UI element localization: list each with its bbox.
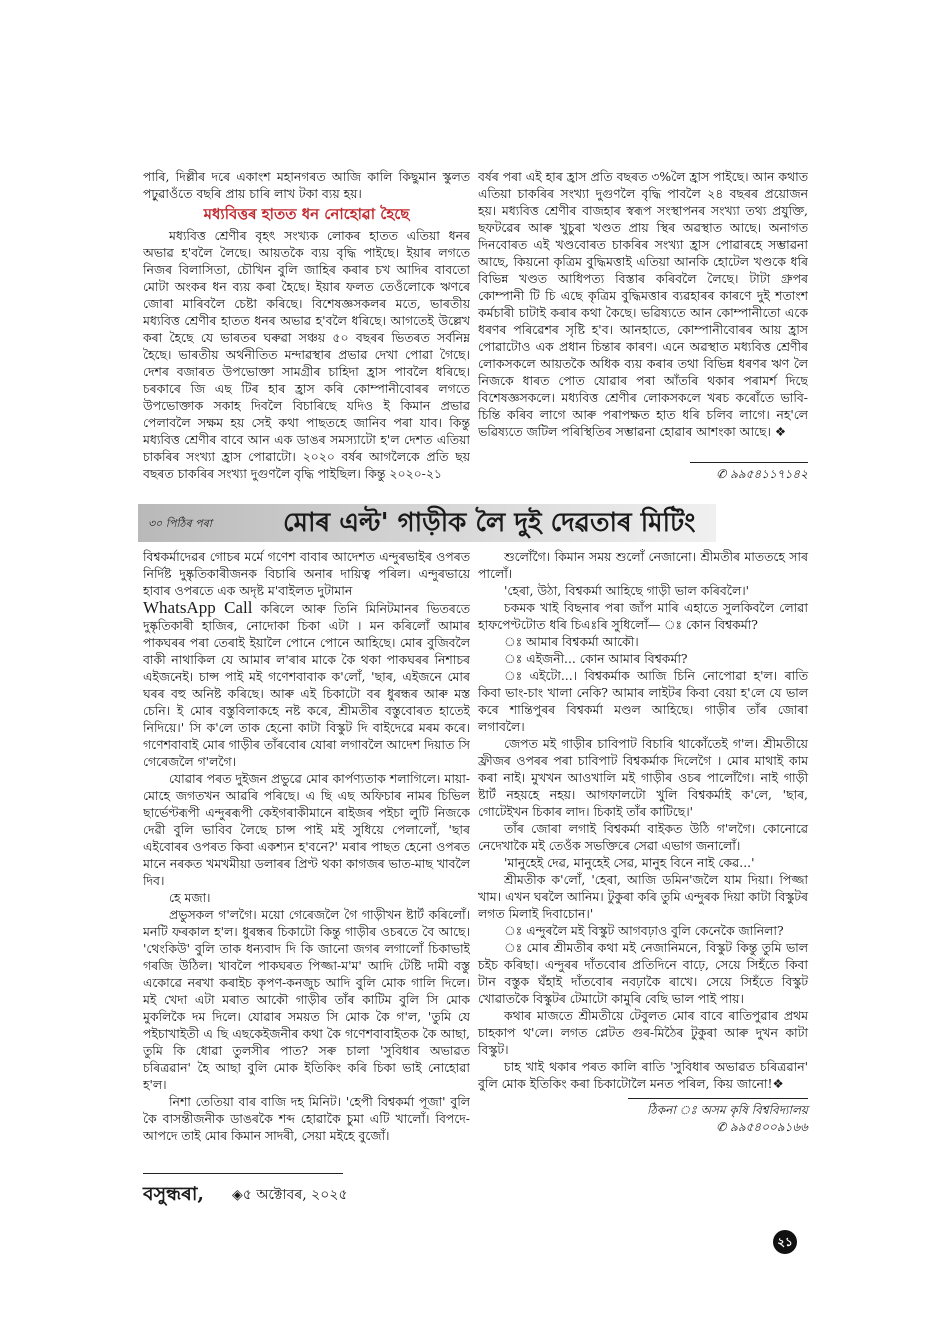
paragraph: প্ৰভুসকল গ'লগৈ। ময়ো গেৰেজলৈ গৈ গাড়ীখন ষ্টাৰ্ট কৰিলোঁ। মনটি ফৰকাল হ'ল। ধুৰন্ধৰ চিকাটো কিন্তু গাড়ীৰ ওচৰতে বৈ আছে। 'থেংকিউ' বুলি তাক ধন্যবাদ দি কি জানো জগৰ লগালোঁ চিকাভাই গৰজি উঠিল। খাবলৈ পাকঘৰত পিজ্জা-ম'ম' আদি টেষ্টি দামী বস্তু একোৱে নৰখা কৰাইচ কৃপণ-কনজুচ আদি বুলি মোক গালি দিলে। মই খেদা এটা মৰাত আকৌ গাড়ীৰ তাঁৰ কাটিম বুলি সি মোক মুকলিকৈ দম দিলে। যোৱাৰ সময়ত সি মোক কৈ গ'ল, 'তুমি যে পইচাখাইতী এ ছি এছকেইজনীৰ কথা কৈ গণেশবাবাইতক কৈ আছা, তুমি কি ধোৱা তুলসীৰ পাত? সৰু চালা 'সুবিধাৰ অভাৱত চৰিত্ৰৱান' হৈ আছা বুলি মোক ইতিকিং কৰি চিকা ভাই নোহোৱা হ'ল। bbox=[143, 907, 470, 1092]
author-address: ঠিকনা ঃ অসম কৃষি বিশ্ববিদ্যালয় bbox=[646, 1103, 808, 1117]
paragraph: নিশা তেতিয়া বাৰ বাজি দহ মিনিট। 'হেপী বিশ্বকৰ্মা পূজা' বুলি কৈ বাসন্তীজনীক ডাঙৰকৈ শব্দ হোৱাকৈ চুমা এটি খালোঁ। বিপদে-আপদে তাই মোৰ কিমান সাদৰী, সেয়া মইহে বুজোঁ। bbox=[143, 1094, 470, 1143]
paragraph: ঃ এইটো...। বিশ্বকৰ্মাক আজি চিনি নোপোৱা হ'ল। ৰাতি কিবা ভাং-চাং খালা নেকি? আমাৰ লাইটৰ কিবা বেয়া হ'লে যে ভাল কৰে শান্তিপুৰৰ বিশ্বকৰ্মা মণ্ডল আহিছে। গাড়ীৰ তাঁৰ জোৰা লগাবলৈ। bbox=[478, 668, 808, 734]
footer-divider bbox=[143, 1173, 343, 1174]
paragraph: চকমক খাই বিছনাৰ পৰা জাঁপ মাৰি এহাতে সুলকিবলৈ লোৱা হাফপেণ্টটোত ধৰি চিএঃৰি সুধিলোঁ— ঃ কোন বিশ্বকৰ্মা? bbox=[478, 600, 808, 632]
paragraph: কথাৰ মাজতে শ্ৰীমতীয়ে টেবুলত মোৰ বাবে ৰাতিপুৱাৰ প্ৰথম চাহকাপ থ'লে। লগত প্লেটত গুৰ-মিঠৈৰ টুকুৰা আৰু দুখন কাটা বিস্কুট। bbox=[478, 1008, 808, 1057]
paragraph: চাহ খাই থকাৰ পৰত কালি ৰাতি 'সুবিধাৰ অভাৱত চৰিত্ৰৱান' বুলি মোক ইতিকিং কৰা চিকাটোলৈ মনত পৰিল, কিয় জানো!❖ bbox=[478, 1059, 808, 1091]
story-title-banner bbox=[138, 504, 716, 542]
story-left-column bbox=[143, 548, 470, 1168]
paragraph: ঃ আমাৰ বিশ্বকৰ্মা আকৌ। bbox=[504, 634, 639, 649]
paragraph: 'হেৰা, উঠা, বিশ্বকৰ্মা আহিছে গাড়ী ভাল কৰিবলৈ।' bbox=[504, 583, 750, 598]
author-signature bbox=[628, 1098, 808, 1136]
paragraph: যোৱাৰ পৰত দুইজন প্ৰভুৱে মোৰ কাৰ্পণ্যতাক শলাগিলে। মায়া-মোহে জগতখন আৱৰি পৰিছে। এ ছি এছ অফিচাৰ নামৰ চিভিল ছাৰ্ভেণ্টৰূপী এন্দুৰৰূপী কেইগৰাকীমানে ৰাইজৰ পইচা লুটি নিজকে দেৱী বুলি ভাবিব লৈছে চান্স পাই মই সুধিয়ে পেলালোঁ, 'ছাৰ এইবোৰৰ ওপৰত কিবা একশ্যন হ'বনে?' মৰাৰ পাছত হেনো ওপৰত মানে নৰকত খমখমীয়া ডলাৰৰ প্ৰিণ্ট থকা কাগজৰ ভাত-মাছ খাবলৈ দিব। bbox=[143, 771, 470, 888]
text: কৰিলে আৰু তিনি মিনিটমানৰ ভিতৰতে দুষ্কৃতিকাৰী হাজিৰ, নোদোকা চিকা এটা । মন কৰিলোঁ আমাৰ পাকঘৰৰ পৰা তেৰাই ইয়ালৈ পোনে পোনে আহিছে। মোৰ বুজিবলৈ বাকী নাথাকিল যে আমাৰ ল'ৰাৰ মাকে কৈ থকা পাকঘৰৰ নিশাচৰ এইজনেই। চান্স পাই মই গণেশবাবাক ক'লোঁ, 'ছাৰ, এইজনে মোৰ ঘৰৰ বহু অনিষ্ট কৰিছে। আৰু এই চিকাটো বৰ ধুৰন্ধৰ আৰু মস্ত চেনি। ই মোৰ বস্তুবিলাকহে নষ্ট কৰে, শ্ৰীমতীৰ বস্তুবোৰত হাতেই নিদিয়ে।' সি ক'লে তাক হেনো কাটা বিস্কুট দি বাইদেৱে মৰম কৰে। গণেশবাবাই মোৰ গাড়ীৰ তাঁৰবোৰ যোৰা লগাবলৈ আদেশ দিয়াত সি গেৰেজলৈ গ'লগৈ। bbox=[143, 601, 470, 769]
paragraph: শুলোঁগৈ। কিমান সময় শুলোঁ নেজানো। শ্ৰীমতীৰ মাততহে সাৰ পালোঁ। bbox=[478, 549, 808, 581]
author-phone: ✆ ৯৯৫৪১১৭১৪২ bbox=[690, 462, 808, 483]
whatsapp-call-text: WhatsApp Call bbox=[143, 598, 253, 617]
paragraph: ঃ মোৰ শ্ৰীমতীৰ কথা মই নেজানিমনে, বিস্কুট কিন্তু তুমি ভাল চইচ কৰিছা। এন্দুৰৰ দাঁতবোৰ প্ৰতিদিনে বাঢ়ে, সেয়ে সিহঁতে কিবা টান বস্তুক ঘঁহাই দাঁতবোৰ নবঢ়াকৈ ৰাখে। সেয়ে সিহঁতে বিস্কুট খোৱাতকৈ বিস্কুটৰ টেমাটো কামুৰি বেছি ভাল পাই পায়। bbox=[478, 940, 808, 1006]
paragraph: জেপত মই গাড়ীৰ চাবিপাট বিচাৰি থাকোঁতেই গ'ল। শ্ৰীমতীয়ে ফ্ৰীজৰ ওপৰৰ পৰা চাবিপাট বিশ্বকৰ্মাক দিলেগৈ । মোৰ মাথাই কাম কৰা নাই। মুখখন আওখালি মই গাড়ীৰ ওচৰ পালোঁগৈ। নাই গাড়ী ষ্টাৰ্ট নহয়হে নহয়। আগফালটো খুলি বিশ্বকৰ্মাই ক'লে, 'ছাৰ, গোটেইখন চিকাৰ লাদ। চিকাই তাঁৰ কাটিছে।' bbox=[478, 736, 808, 819]
paragraph: 'মানুহেই দেৱ, মানুহেই সেৱ, মানুহ বিনে নাই কেৱ...' bbox=[504, 855, 755, 870]
paragraph: শ্ৰীমতীক ক'লোঁ, 'হেৰা, আজি ডমিন'জলৈ যাম দিয়া। পিজ্জা খাম। এখন ঘৰলৈ আনিম। টুকুৰা কৰি তুমি এন্দুৰক দিয়া কাটা বিস্কুটৰ লগত মিলাই দিবাচোন।' bbox=[478, 872, 808, 921]
author-phone: ✆ ৯৯৫৪০০৯১৬৬ bbox=[716, 1120, 808, 1134]
story-title: মোৰ এল্ট' গাড়ীক লৈ দুই দেৱতাৰ মিটিং bbox=[283, 508, 696, 538]
text: বিশ্বকৰ্মাদেৱৰ গোচৰ মৰ্মে গণেশ বাবাৰ আদেশত এন্দুৰভাইৰ ওপৰত নিৰ্দিষ্ট দুষ্কৃতিকাৰীজনক বিচাৰি অনাৰ দায়িত্ব পৰিল। এন্দুৰভায়ে হাবাৰ ওপৰতে এক অদৃষ্ট ম'বাইলত দুটামান bbox=[143, 549, 470, 598]
paragraph: মধ্যবিত্ত শ্ৰেণীৰ বৃহৎ সংখ্যক লোকৰ হাতত এতিয়া ধনৰ অভাৱ হ'বলৈ লৈছে। আয়তকৈ ব্যয় বৃদ্ধি পাইছে। ইয়াৰ লগতে নিজৰ বিলাসিতা, চৌখিন বুলি জাহিৰ কৰাৰ চখ আদিৰ বাবতো মোটা অংকৰ ধন ব্যয় কৰা হৈছে। ইয়াৰ ফলত তেওঁলোকে ঋণৰে জোৰা মাৰিবলৈ চেষ্টা কৰিছে। বিশেষজ্ঞসকলৰ মতে, ভাৰতীয় মধ্যবিত্ত শ্ৰেণীৰ হাতত ধনৰ অভাৱ হ'বলৈ ধৰিছে। আগতেই উল্লেখ কৰা হৈছে যে ভাৰতৰ ঘৰুৱা সঞ্চয় ৫০ বছৰৰ ভিতৰত সৰ্বনিম্ন হৈছে। ভাৰতীয় অৰ্থনীতিত মন্দাৱস্থাৰ প্ৰভাৱ দেখা পোৱা গৈছে। দেশৰ বজাৰত উপভোক্তা সামগ্ৰীৰ চাহিদা হ্ৰাস পাবলৈ ধৰিছে। চৰকাৰে জি এছ টিৰ হাৰ হ্ৰাস কৰি কোম্পানীবোৰৰ লগতে উপভোক্তাক সকাহ দিবলৈ বিচাৰিছে যদিও ই কিমান প্ৰভাৱ পেলাবলৈ সক্ষম হয় সেই কথা পাছতহে জানিব পৰা যাব। কিন্তু মধ্যবিত্ত শ্ৰেণীৰ বাবে আন এক ডাঙৰ সমস্যাটো হ'ল দেশত এতিয়া চাকৰিৰ সংখ্যা হ্ৰাস পোৱাটো। ২০২০ বৰ্ষৰ আগলৈকে প্ৰতি ছয় বছৰত চাকৰিৰ সংখ্যা দুগুণলৈ বৃদ্ধি পাইছিল। কিন্তু ২০২০-২১ bbox=[143, 228, 470, 481]
paragraph: তাঁৰ জোৰা লগাই বিশ্বকৰ্মা বাইকত উঠি গ'লগৈ। কোনোৱে নেদেখাকৈ মই তেওঁক সভক্তিৰে সেৱা এভাগ জনালোঁ। bbox=[478, 821, 808, 853]
page-number: ২১ bbox=[773, 1230, 797, 1254]
section-subheading: মধ্যবিত্তৰ হাতত ধন নোহোৱা হৈছে bbox=[203, 205, 410, 223]
story-right-column bbox=[478, 548, 808, 1136]
paragraph: ঃ এইজনী... কোন আমাৰ বিশ্বকৰ্মা? bbox=[504, 651, 688, 666]
paragraph: বৰ্ষৰ পৰা এই হাৰ হ্ৰাস প্ৰতি বছৰত ৩%লৈ হ্ৰাস পাইছে। আন কথাত এতিয়া চাকৰিৰ সংখ্যা দুগুণলৈ বৃদ্ধি পাবলৈ ২৪ বছৰৰ প্ৰয়োজন হয়। মধ্যবিত্ত শ্ৰেণীৰ বাজহাৰ স্বৰূপ সংস্থাপনৰ সংখ্যা তথ্য প্ৰযুক্তি, ছফটৱেৰ আৰু খুচুৰা খণ্ডত প্ৰায় স্থিৰ অৱস্থাত আছে। অনাগত দিনবোৰত এই খণ্ডবোৰত চাকৰিৰ সংখ্যা হ্ৰাস পোৱাৰহে সম্ভাৱনা আছে, কিয়নো কৃত্ৰিম বুদ্ধিমত্তাই এতিয়া আনকি হোটেল খণ্ডকে ধৰি বিভিন্ন খণ্ডত আধিপত্য বিস্তাৰ কৰিবলৈ লৈছে। টাটা গ্ৰুপৰ কোম্পানী টি চি এছে কৃত্ৰিম বুদ্ধিমত্তাৰ ব্যৱহাৰৰ কাৰণে দুই শতাংশ কৰ্মচাৰী চাটাই কৰাৰ কথা কৈছে। ভৱিষ্যতে আন কোম্পানীতো একে ধৰণৰ পৰিৱেশৰ সৃষ্টি হ'ব। আনহাতে, কোম্পানীবোৰৰ আয় হ্ৰাস পোৱাটোও এক প্ৰধান চিন্তাৰ কাৰণ। এনে অৱস্থাত মধ্যবিত্ত শ্ৰেণীৰ লোকসকলে আয়তকৈ অধিক ব্যয় কৰাৰ তথা বিভিন্ন ধৰণৰ ঋণ লৈ নিজকে ধাৰত পোত যোৱাৰ পৰা আঁতৰি থকাৰ পৰামৰ্শ দিছে বিশেষজ্ঞসকলে। মধ্যবিত্ত শ্ৰেণীৰ লোকসকলে খৰচ কৰোঁতে ভাবি-চিন্তি কৰিব লাগে আৰু পৰাপক্ষত হাত ধৰি চলিব লাগে। নহ'লে ভৱিষ্যতে জটিল পৰিস্থিতিৰ সম্ভাৱনা হোৱাৰ আশংকা আছে। ❖ bbox=[478, 169, 808, 439]
top-article-right-column bbox=[478, 168, 808, 458]
top-article-left-column bbox=[143, 168, 470, 493]
paragraph: ঃ এন্দুৰলৈ মই বিস্কুট আগবঢ়াও বুলি কেনেকৈ জানিলা? bbox=[504, 923, 784, 938]
paragraph: হে মজা। bbox=[169, 890, 211, 905]
continued-from-label: ৩০ পিঠিৰ পৰা bbox=[148, 517, 212, 530]
paragraph: পাৰি, দিল্লীৰ দৰে একাংশ মহানগৰত আজি কালি কিছুমান স্কুলত পঢ়ুৱাওঁতে বছৰি প্ৰায় চাৰি লাখ টকা ব্যয় হয়। bbox=[143, 169, 470, 201]
issue-date: ◈৫ অক্টোবৰ, ২০২৫ bbox=[232, 1187, 348, 1203]
magazine-name: বসুন্ধৰা, bbox=[143, 1183, 204, 1205]
paragraph bbox=[143, 548, 470, 770]
